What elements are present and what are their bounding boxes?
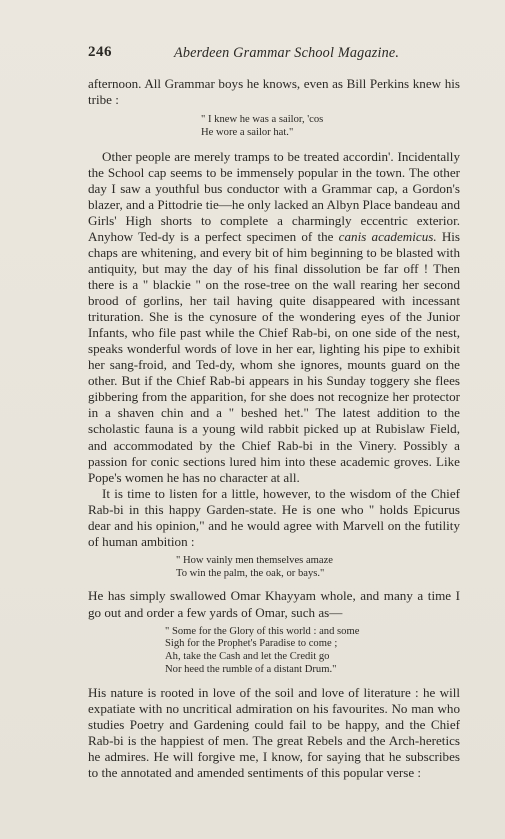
- verse-line: Ah, take the Cash and let the Credit go: [165, 651, 330, 663]
- verse-line: Sigh for the Prophet's Paradise to come ;: [165, 638, 338, 650]
- page-header: [88, 44, 460, 64]
- running-title: Aberdeen Grammar School Magazine.: [174, 45, 400, 61]
- verse-line: To win the palm, the oak, or bays.": [176, 567, 325, 579]
- paragraph-omar: He has simply swallowed Omar Khayyam whole, and many a time I go out and order a few yards of Omar, such as—: [88, 588, 460, 620]
- italic-phrase: canis academicus.: [338, 228, 437, 244]
- verse-line: Nor heed the rumble of a distant Drum.": [165, 663, 337, 675]
- paragraph-nature: His nature is rooted in love of the soil and love of literature : he will expatiate with no uncritical admiration on his favourites. No man who studies Poetry and Gardening could fail to be happy, and the Chief Rab-bi is the happiest of men. The great Rebels and the Arch-heretics he admires. He will forgive me, I know, for saying that he subscribes to the annotated and amended sentiments of this popular verse :: [88, 684, 460, 780]
- verse-line: " How vainly men themselves amaze: [176, 554, 334, 566]
- paragraph-text: His chaps are whitening, and every bit of him beginning to be blasted with antiquity, but may the day of his final dissolution be far off ! Then there is a " blackie " on the rose-tree on the wall rearing her second brood of gorlins, her tail having quite disappeared with incessant trituration. She is the cynosure of the wondering eyes of the Junior Infants, who file past while the Chief Rab-bi, on one side of the nest, speaks wonderful words of love in her ear, lighting his pipe to exhibit her sang-froid, and Ted-dy, whom she ignores, mounts guard on the other. But if the Chief Rab-bi appears in his Sunday toggery she flees gibbering from the apparition, for she does not recognize her protector in a shaven chin and a " beshed het." The latest addition to the scholastic fauna is a young wild rabbit picked up at Rubislaw Field, and accommodated by the Chief Rab-bi in the Vinery. Possibly a passion for conic sections lured him into these academic groves. Like Pope's women he has no character at all.: [88, 228, 461, 485]
- verse-line: He wore a sailor hat.": [201, 126, 294, 138]
- verse-quote-omar: [88, 621, 460, 685]
- verse-quote-sailor: [88, 108, 460, 149]
- verse-line: " Some for the Glory of this world : and some: [165, 625, 360, 637]
- paragraph-teddy: [88, 149, 460, 486]
- page-body: [88, 76, 460, 781]
- page-number: 246: [88, 44, 112, 60]
- paragraph-wisdom: It is time to listen for a little, however, to the wisdom of the Chief Rab-bi in this happy Garden-state. He is one who " holds Epicurus dear and his opinion," and he would agree with Marvell on the futility of human ambition :: [88, 485, 460, 549]
- verse-line: " I knew he was a sailor, 'cos: [201, 114, 324, 126]
- verse-quote-marvell: [88, 550, 460, 589]
- paragraph-text: Other people are merely tramps to be treated accordin'. Incidentally the School cap seems to be immensely popular in the town. The other day I saw a youthful bus conductor with a Grammar cap, a Gordon's blazer, and a Pittodrie tie—he only lacked an Albyn Place bandeau and Girls' High shorts to complete a charmingly eccentric exterior. Anyhow Ted-dy is a perfect specimen of the: [88, 148, 460, 244]
- paragraph-opening: afternoon. All Grammar boys he knows, even as Bill Perkins knew his tribe :: [88, 76, 460, 108]
